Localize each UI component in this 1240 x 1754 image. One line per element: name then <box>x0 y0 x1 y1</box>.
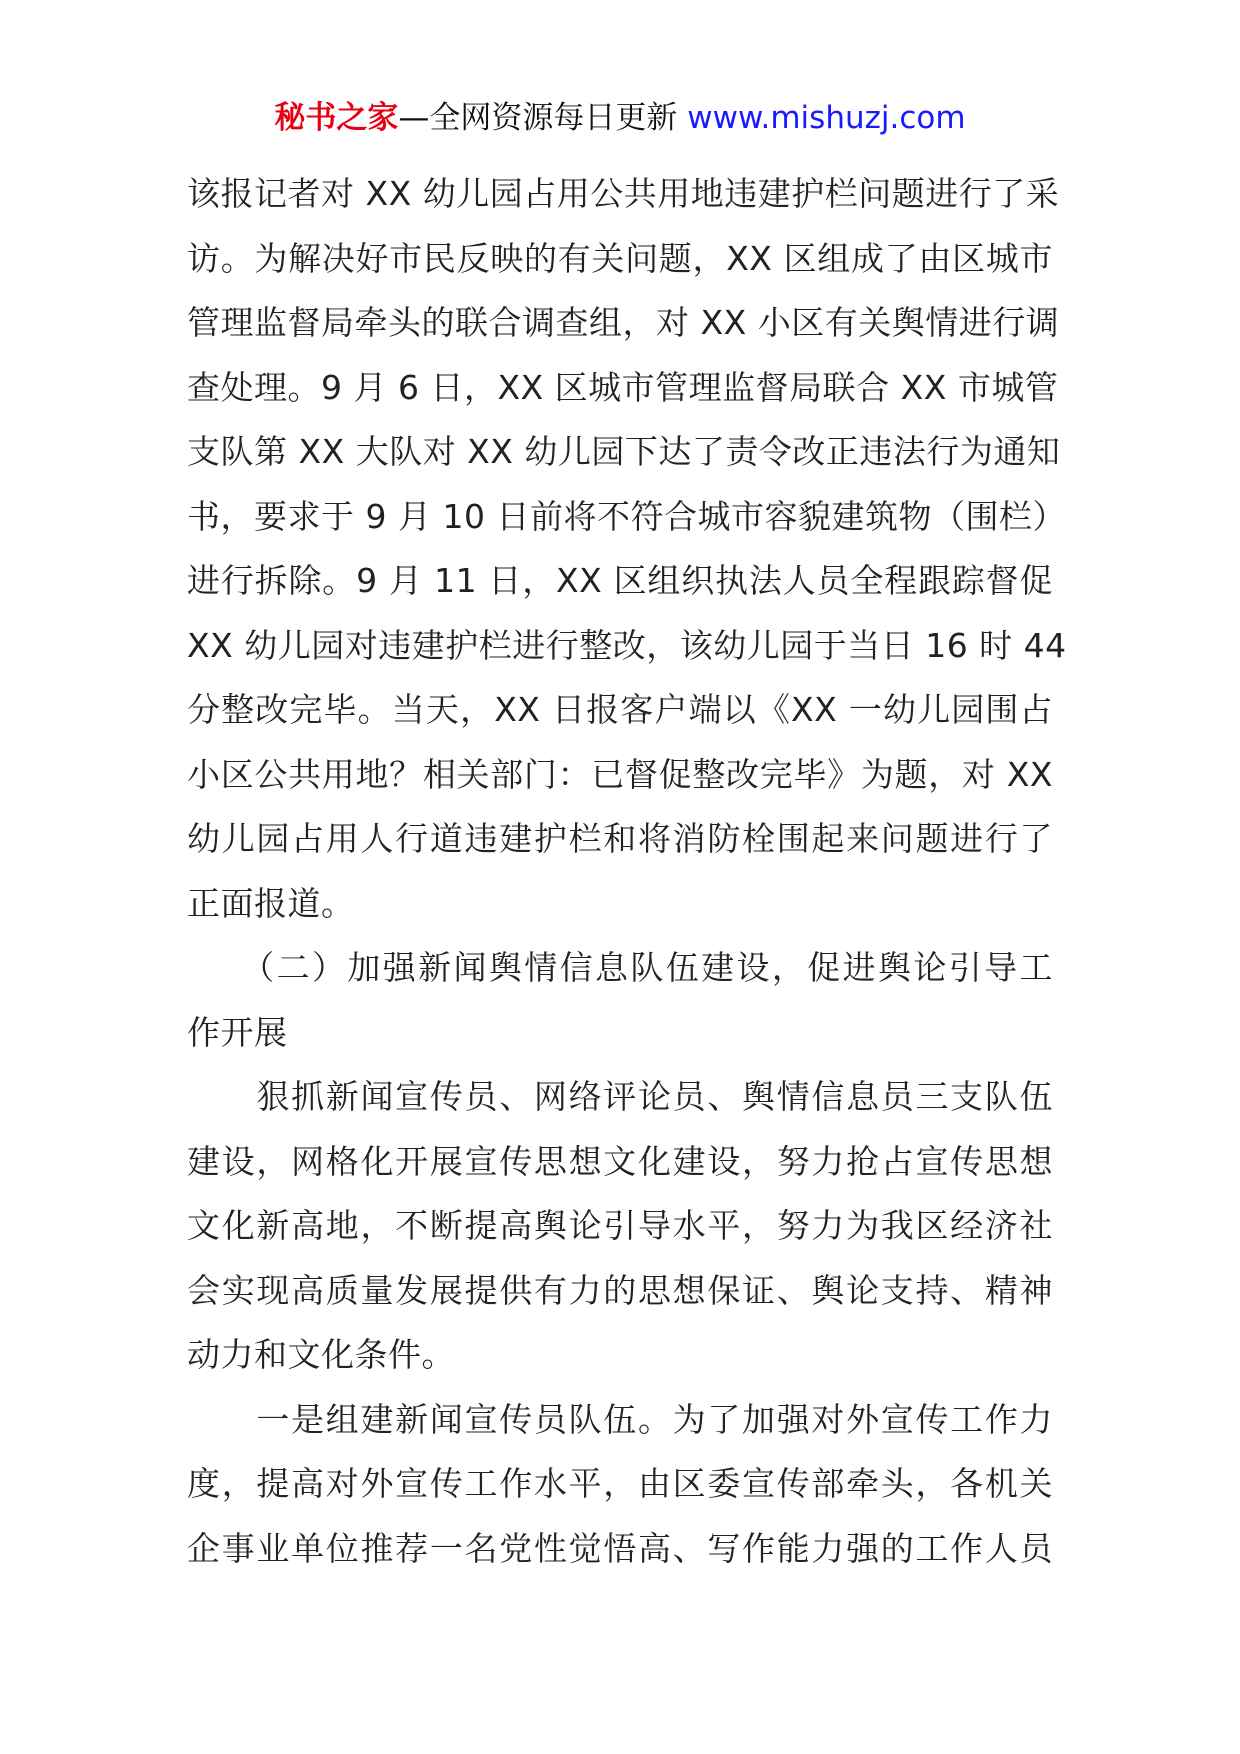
text-line: 访。为解决好市民反映的有关问题，XX 区组成了由区城市 <box>187 238 1053 278</box>
text-line: XX 幼儿园对违建护栏进行整改，该幼儿园于当日 16 时 44 <box>187 625 1067 665</box>
text-line: 进行拆除。9 月 11 日，XX 区组织执法人员全程跟踪督促 <box>187 561 1053 600</box>
text-line: 查处理。9 月 6 日，XX 区城市管理监督局联合 XX 市城管 <box>187 367 1059 407</box>
text-line: 支队第 XX 大队对 XX 幼儿园下达了责令改正违法行为通知 <box>187 432 1061 471</box>
section-heading-line: 作开展 <box>187 1012 288 1052</box>
text-line: 文化新高地，不断提高舆论引导水平，努力为我区经济社 <box>187 1206 1053 1245</box>
text-line: 正面报道。 <box>187 883 355 923</box>
text-line: 该报记者对 XX 幼儿园占用公共用地违建护栏问题进行了采 <box>187 174 1060 213</box>
text-line: 书，要求于 9 月 10 日前将不符合城市容貌建筑物（围栏） <box>187 496 1066 536</box>
text-line: 度，提高对外宣传工作水平，由区委宣传部牵头，各机关 <box>187 1464 1053 1503</box>
text-line: 幼儿园占用人行道违建护栏和将消防栓围起来问题进行了 <box>187 819 1053 858</box>
text-line: 狠抓新闻宣传员、网络评论员、舆情信息员三支队伍 <box>187 1077 1053 1116</box>
page-header <box>0 96 1240 140</box>
text-line: 管理监督局牵头的联合调查组，对 XX 小区有关舆情进行调 <box>187 303 1060 342</box>
text-line: 动力和文化条件。 <box>187 1335 455 1374</box>
section-heading-line: （二）加强新闻舆情信息队伍建设，促进舆论引导工 <box>187 948 1053 987</box>
site-url-link[interactable]: www.mishuzj.com <box>687 100 966 136</box>
text-line: 企事业单位推荐一名党性觉悟高、写作能力强的工作人员 <box>187 1528 1053 1568</box>
text-line: 小区公共用地？相关部门：已督促整改完毕》为题，对 XX <box>187 754 1053 794</box>
document-body <box>187 162 1067 1581</box>
text-line: 分整改完毕。当天，XX 日报客户端以《XX 一幼儿园围占 <box>187 690 1053 729</box>
text-line: 建设，网格化开展宣传思想文化建设，努力抢占宣传思想 <box>187 1141 1053 1181</box>
site-brand: 秘书之家 <box>274 100 399 136</box>
text-line: 会实现高质量发展提供有力的思想保证、舆论支持、精神 <box>187 1270 1053 1310</box>
text-line: 一是组建新闻宣传员队伍。为了加强对外宣传工作力 <box>187 1399 1053 1439</box>
site-tagline: —全网资源每日更新 <box>398 100 688 136</box>
